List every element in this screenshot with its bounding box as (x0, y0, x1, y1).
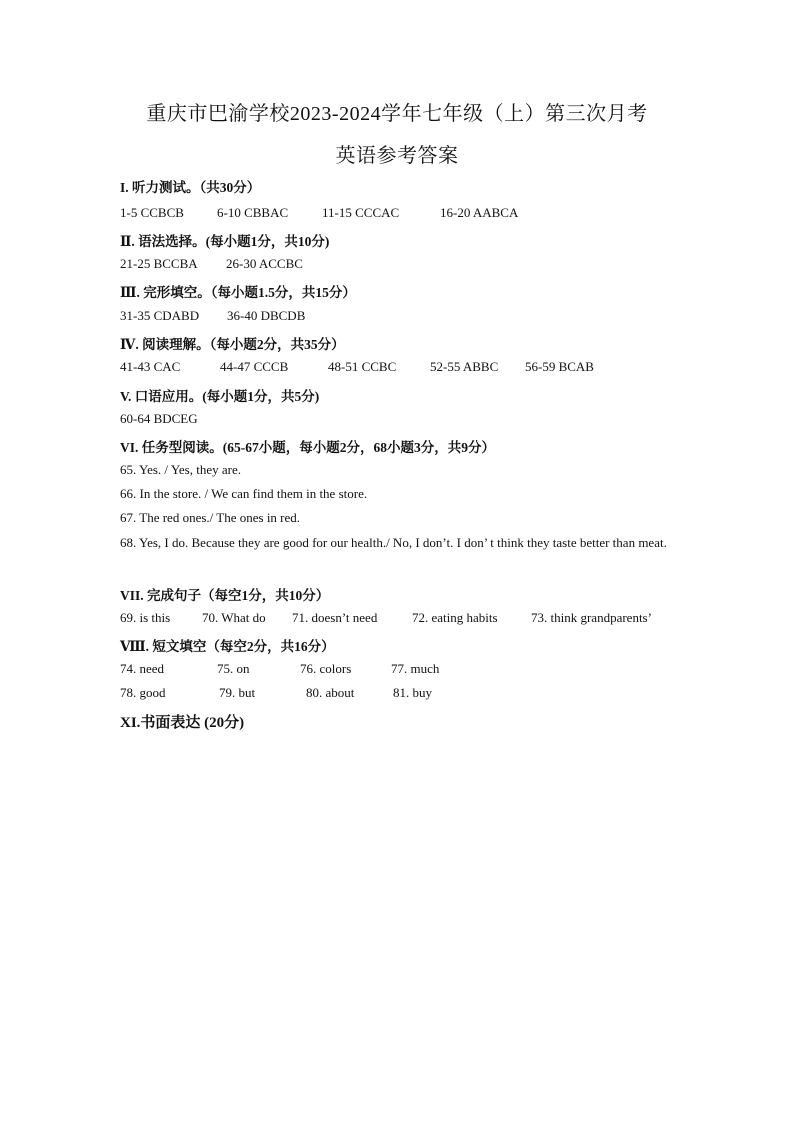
section-8-answers-row-2 (0, 685, 794, 703)
section-3-heading: Ⅲ. 完形填空。（每小题1.5分，共15分） (120, 285, 356, 300)
section-1-answers (0, 205, 794, 223)
answer-item: 72. eating habits (412, 610, 498, 625)
document-subtitle: 英语参考答案 (335, 145, 459, 167)
answer-group: 1-5 CCBCB (120, 205, 184, 220)
section-8-answers-row-1 (0, 661, 794, 679)
answer-65: 65. Yes. / Yes, they are. (120, 462, 241, 477)
answer-group: 48-51 CCBC (328, 359, 397, 374)
section-7-answers (0, 610, 794, 628)
section-8-heading: Ⅷ. 短文填空（每空2分，共16分） (120, 639, 335, 654)
answer-68: 68. Yes, I do. Because they are good for our health./ No, I don’t. I don’ t think they taste better than meat. (120, 535, 667, 550)
answer-group: 16-20 AABCA (440, 205, 519, 220)
section-7-heading: VII. 完成句子（每空1分，共10分） (120, 588, 330, 603)
section-4-answers (0, 359, 794, 377)
answer-item: 73. think grandparents’ (531, 610, 652, 625)
answer-item: 74. need (120, 661, 165, 676)
answer-group: 26-30 ACCBC (226, 256, 303, 271)
section-1-heading: I. 听力测试。（共30分） (120, 180, 261, 195)
answer-group: 21-25 BCCBA (120, 256, 198, 271)
answer-item: 79. but (219, 685, 256, 700)
answer-group: 31-35 CDABD (120, 308, 200, 323)
answer-group: 41-43 CAC (120, 359, 181, 374)
answer-item: 81. buy (393, 685, 432, 700)
answer-item: 71. doesn’t need (292, 610, 378, 625)
section-4-heading: Ⅳ. 阅读理解。（每小题2分，共35分） (120, 337, 345, 352)
section-2-answers (0, 256, 794, 274)
section-3-answers (0, 308, 794, 326)
answer-item: 70. What do (202, 610, 266, 625)
answer-66: 66. In the store. / We can find them in the store. (120, 486, 368, 501)
answer-item: 80. about (306, 685, 355, 700)
section-2-heading: Ⅱ. 语法选择。(每小题1分，共10分) (120, 234, 330, 249)
document-title: 重庆市巴渝学校2023-2024学年七年级（上）第三次月考 (146, 103, 648, 125)
answer-group: 52-55 ABBC (430, 359, 499, 374)
answer-group: 44-47 CCCB (220, 359, 289, 374)
answer-group: 11-15 CCCAC (322, 205, 400, 220)
answer-item: 77. much (391, 661, 440, 676)
answer-67: 67. The red ones./ The ones in red. (120, 510, 301, 525)
answer-item: 75. on (217, 661, 250, 676)
section-writing-heading: XI.书面表达 (20分) (120, 715, 245, 731)
answer-group: 6-10 CBBAC (217, 205, 289, 220)
answer-item: 76. colors (300, 661, 352, 676)
answer-group: 56-59 BCAB (525, 359, 594, 374)
section-6-heading: VI. 任务型阅读。(65-67小题，每小题2分，68小题3分，共9分） (120, 440, 495, 455)
answer-group: 36-40 DBCDB (227, 308, 306, 323)
answer-item: 78. good (120, 685, 166, 700)
section-5-answers: 60-64 BDCEG (120, 411, 198, 426)
answer-item: 69. is this (120, 610, 171, 625)
section-5-heading: V. 口语应用。(每小题1分，共5分) (120, 389, 320, 404)
